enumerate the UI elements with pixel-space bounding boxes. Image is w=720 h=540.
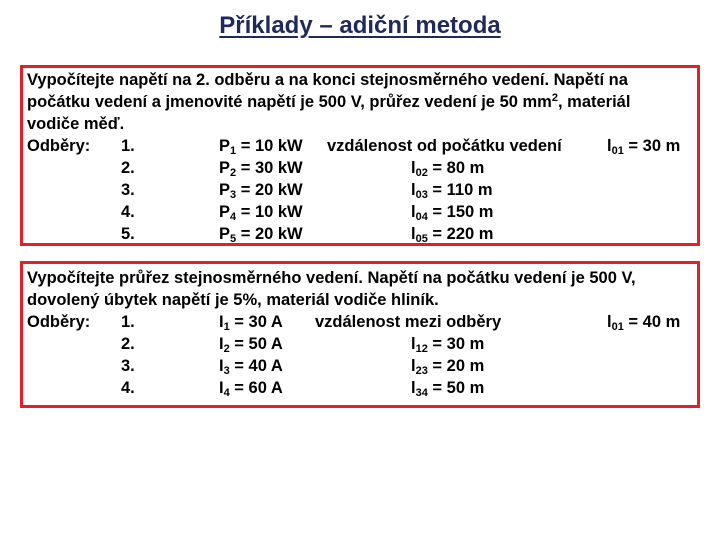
problem-2-label: Odběry: bbox=[27, 313, 91, 331]
problem-1-line-1: Vypočítejte napětí na 2. odběru a na konci stejnosměrného vedení. Napětí na bbox=[27, 71, 628, 89]
problem2-distance-header: vzdálenost mezi odběry bbox=[315, 313, 502, 331]
problem1-row-4-value: $P_4 = 10$ kW bbox=[219, 203, 303, 223]
problem2-row-2-value: $I_2 = 50$ A bbox=[219, 335, 283, 355]
problem-2-box bbox=[20, 261, 700, 408]
problem1-row-3-distance: $l_{03} = 110$ m bbox=[411, 181, 493, 201]
problem2-row-3-value: $I_3 = 40$ A bbox=[219, 357, 283, 377]
problem2-row-2-number: 2. bbox=[121, 335, 135, 353]
problem-1-line-2: počátku vedení a jmenovité napětí je 500 V, průřez vedení je 50 $mm^2$, materiál bbox=[27, 92, 631, 111]
problem1-row-3-value: $P_3 = 20$ kW bbox=[219, 181, 303, 201]
problem1-row-4-number: 4. bbox=[121, 203, 135, 221]
problem1-row-5-distance: $l_{05} = 220$ m bbox=[411, 225, 494, 245]
problem1-row-5-number: 5. bbox=[121, 225, 135, 243]
problem2-row-3-distance: $l_{23} = 20$ m bbox=[411, 357, 485, 377]
problem2-row-1-value: $I_1 = 30$ A bbox=[219, 313, 283, 333]
problem1-row-2-value: $P_2 = 30$ kW bbox=[219, 159, 303, 179]
problem2-row-1-distance: $l_{01} = 40$ m bbox=[607, 313, 681, 333]
page-title: Příklady – adiční metoda bbox=[219, 12, 501, 39]
problem1-row-4-distance: $l_{04} = 150$ m bbox=[411, 203, 494, 223]
problem-1-line-3: vodiče měď. bbox=[27, 115, 125, 133]
problem2-row-4-distance: $l_{34} = 50$ m bbox=[411, 379, 485, 399]
problem1-row-1-number: 1. bbox=[121, 137, 135, 155]
problem2-row-3-number: 3. bbox=[121, 357, 135, 375]
problem1-row-1-distance: $l_{01} = 30$ m bbox=[607, 137, 681, 157]
problem1-distance-header: vzdálenost od počátku vedení bbox=[327, 137, 562, 155]
problem-2-line-1: Vypočítejte průřez stejnosměrného vedení. Napětí na počátku vedení je 500 V, bbox=[27, 269, 636, 287]
problem-1-box bbox=[20, 65, 700, 246]
problem1-row-5-value: $P_5 = 20$ kW bbox=[219, 225, 303, 245]
problem1-row-3-number: 3. bbox=[121, 181, 135, 199]
problem2-row-4-number: 4. bbox=[121, 379, 135, 397]
problem-2-line-2: dovolený úbytek napětí je 5%, materiál vodiče hliník. bbox=[27, 291, 439, 309]
problem2-row-4-value: $I_4 = 60$ A bbox=[219, 379, 283, 399]
problem2-row-1-number: 1. bbox=[121, 313, 135, 331]
problem2-row-2-distance: $l_{12} = 30$ m bbox=[411, 335, 485, 355]
problem1-row-1-value: $P_1 = 10$ kW bbox=[219, 137, 303, 157]
problem-1-label: Odběry: bbox=[27, 137, 91, 155]
problem1-row-2-number: 2. bbox=[121, 159, 135, 177]
problem1-row-2-distance: $l_{02} = 80$ m bbox=[411, 159, 485, 179]
